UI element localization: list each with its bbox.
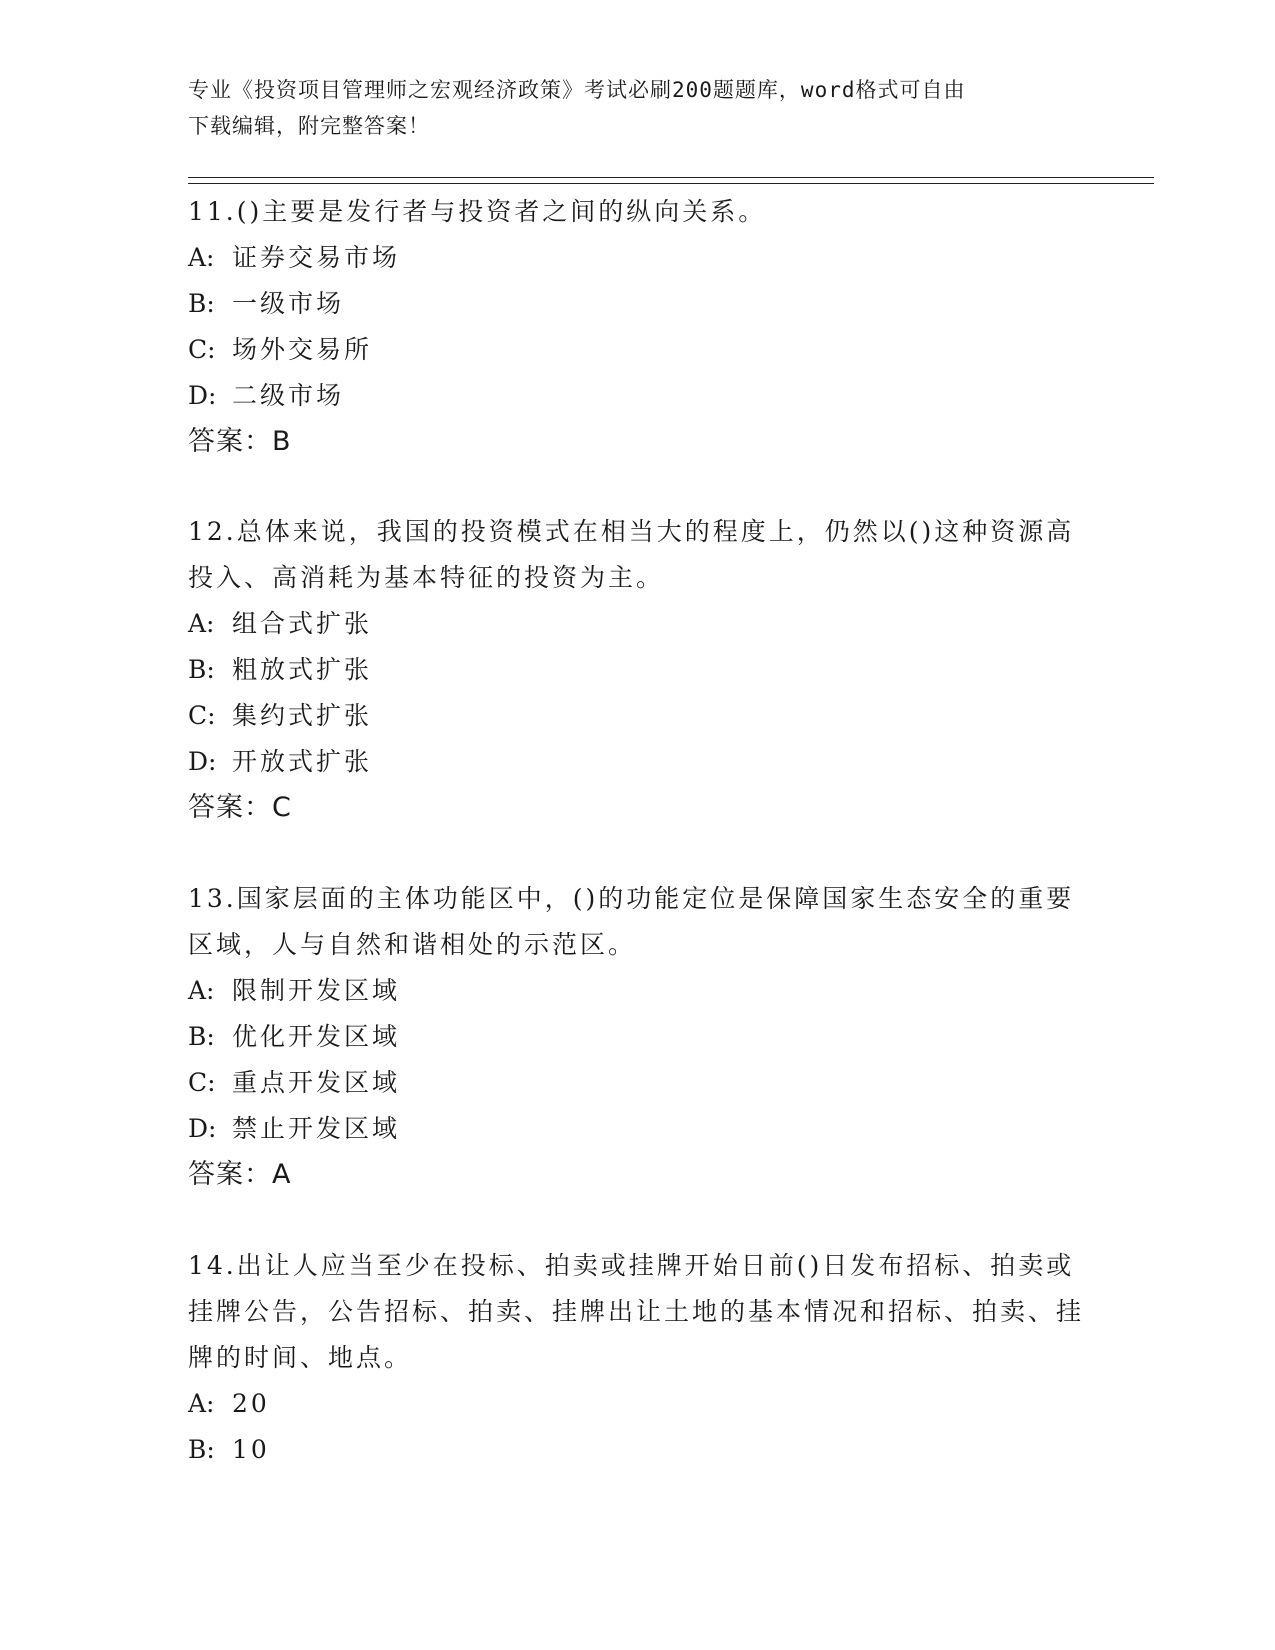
header-divider-bottom xyxy=(188,183,1154,184)
option-b xyxy=(188,1427,1088,1473)
option-text: 开放式扩张 xyxy=(232,747,373,776)
header-line-1: 专业《投资项目管理师之宏观经济政策》考试必刷200题题库，word格式可自由 xyxy=(188,78,966,102)
option-key: A: xyxy=(188,976,215,1005)
header-line-2: 下载编辑，附完整答案！ xyxy=(188,114,430,138)
question-stem: 14.出让人应当至少在投标、拍卖或挂牌开始日前()日发布招标、拍卖或挂牌公告，公告招标、拍卖、挂牌出让土地的基本情况和招标、拍卖、挂牌的时间、地点。 xyxy=(188,1251,1085,1372)
question-13 xyxy=(188,876,1088,1198)
header-divider-top xyxy=(188,177,1154,178)
question-stem: 11.()主要是发行者与投资者之间的纵向关系。 xyxy=(188,197,767,226)
option-b xyxy=(188,1014,1088,1060)
option-b xyxy=(188,281,1088,327)
question-11 xyxy=(188,189,1088,465)
option-d xyxy=(188,1106,1088,1152)
option-key: A: xyxy=(188,1389,215,1418)
option-a xyxy=(188,1381,1088,1427)
option-c xyxy=(188,1060,1088,1106)
option-key: D: xyxy=(188,381,217,410)
option-key: B: xyxy=(188,655,215,684)
option-key: D: xyxy=(188,747,217,776)
document-header xyxy=(188,72,1088,144)
option-d xyxy=(188,373,1088,419)
option-text: 集约式扩张 xyxy=(232,701,373,730)
answer-line: 答案：B xyxy=(188,426,292,457)
option-key: B: xyxy=(188,1022,215,1051)
option-c xyxy=(188,327,1088,373)
option-key: C: xyxy=(188,1068,216,1097)
answer-line: 答案：A xyxy=(188,1159,292,1190)
question-stem: 13.国家层面的主体功能区中，()的功能定位是保障国家生态安全的重要区域，人与自然和谐相处的示范区。 xyxy=(188,884,1075,959)
option-c xyxy=(188,693,1088,739)
option-key: B: xyxy=(188,1435,215,1464)
option-key: A: xyxy=(188,609,215,638)
option-a xyxy=(188,235,1088,281)
option-a xyxy=(188,968,1088,1014)
option-key: C: xyxy=(188,335,216,364)
option-text: 20 xyxy=(232,1389,270,1418)
option-text: 粗放式扩张 xyxy=(232,655,373,684)
option-key: C: xyxy=(188,701,216,730)
option-text: 一级市场 xyxy=(232,289,345,318)
option-text: 10 xyxy=(232,1435,270,1464)
option-text: 重点开发区域 xyxy=(232,1068,401,1097)
answer-line: 答案：C xyxy=(188,792,292,823)
option-text: 优化开发区域 xyxy=(232,1022,401,1051)
option-text: 二级市场 xyxy=(232,381,345,410)
question-stem: 12.总体来说，我国的投资模式在相当大的程度上，仍然以()这种资源高投入、高消耗为基本特征的投资为主。 xyxy=(188,517,1075,592)
option-b xyxy=(188,647,1088,693)
option-key: A: xyxy=(188,243,215,272)
option-text: 限制开发区域 xyxy=(232,976,401,1005)
option-text: 禁止开发区域 xyxy=(232,1114,401,1143)
question-12 xyxy=(188,509,1088,831)
option-a xyxy=(188,601,1088,647)
option-key: D: xyxy=(188,1114,217,1143)
option-text: 场外交易所 xyxy=(232,335,373,364)
option-d xyxy=(188,739,1088,785)
option-key: B: xyxy=(188,289,215,318)
question-14 xyxy=(188,1243,1088,1473)
option-text: 组合式扩张 xyxy=(232,609,373,638)
option-text: 证券交易市场 xyxy=(232,243,401,272)
